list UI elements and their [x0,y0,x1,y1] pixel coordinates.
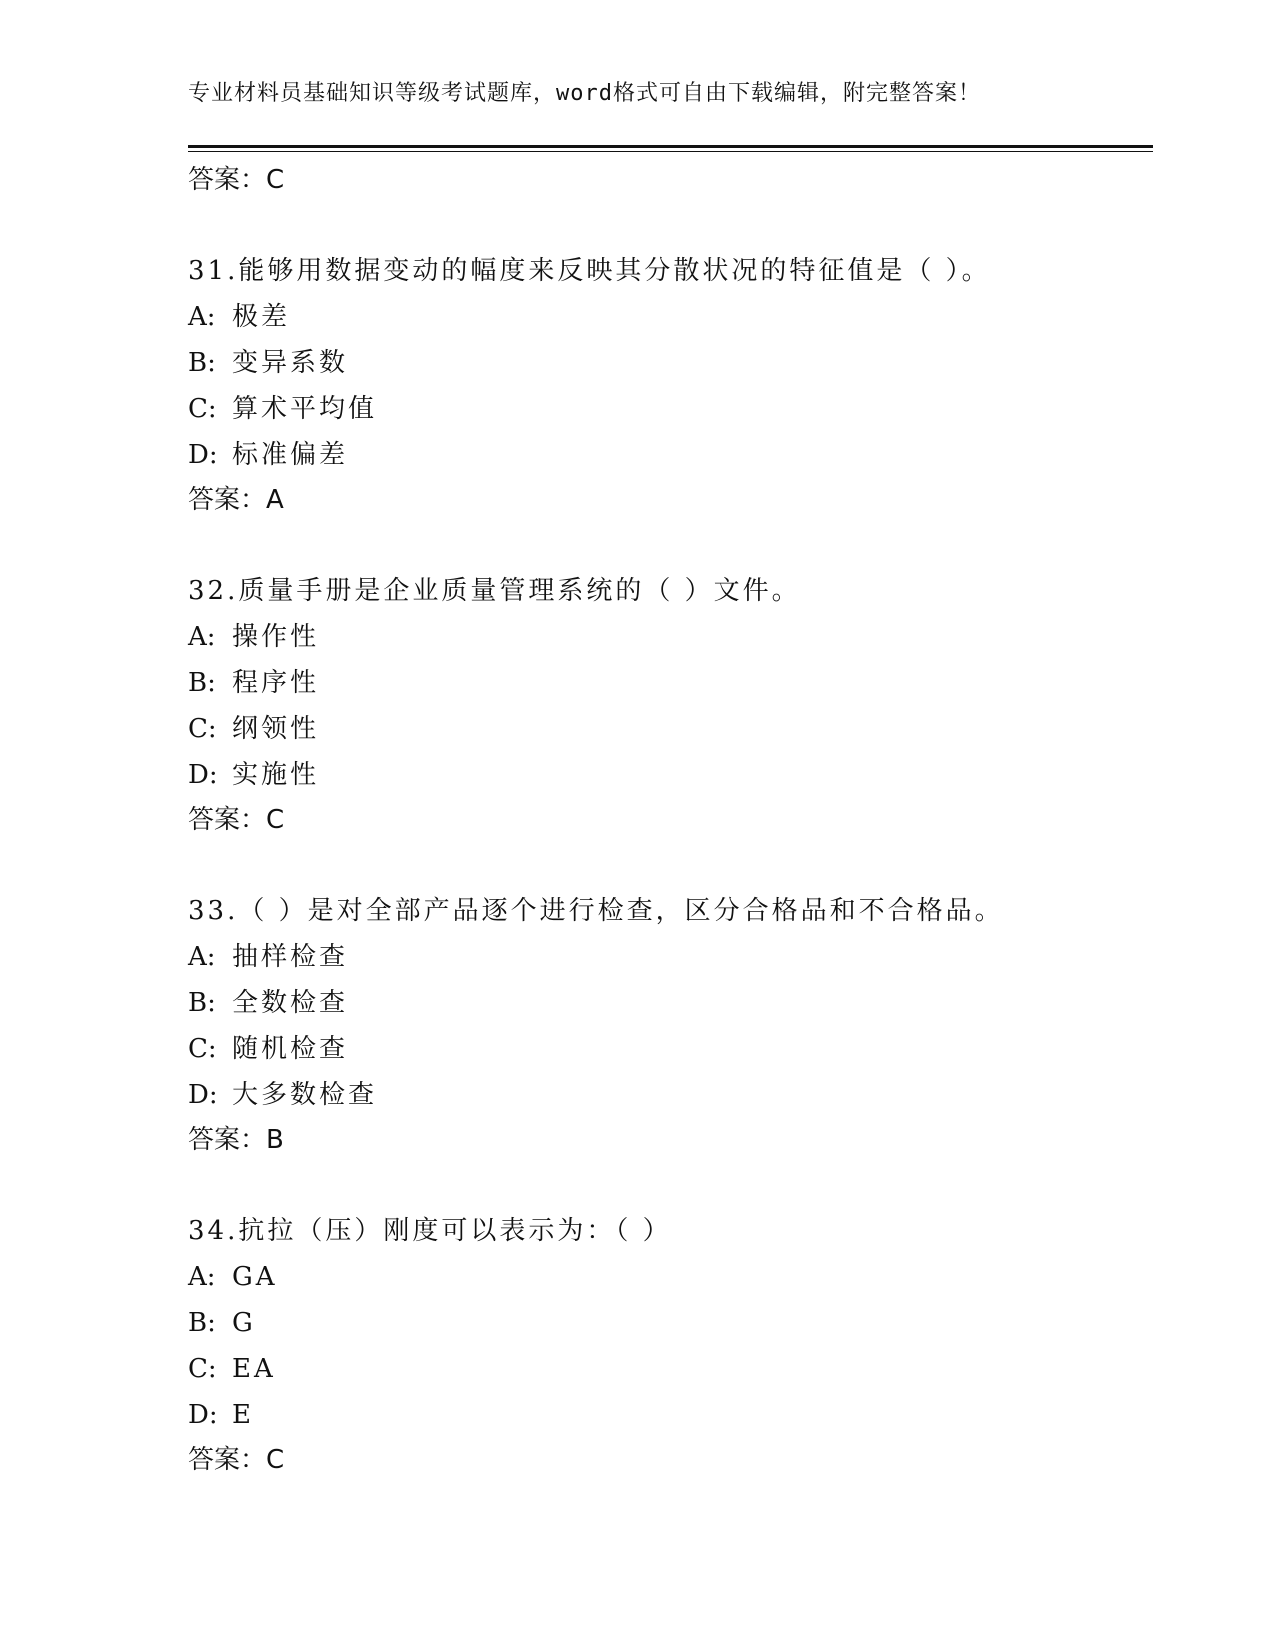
option-d [188,752,1153,798]
question-31 [188,248,1153,523]
answer: 答案：B [188,1125,284,1155]
option-c [188,386,1153,432]
option-letter: B: [188,988,216,1018]
option-text: 程序性 [232,668,320,698]
option-b [188,660,1153,706]
option-text: EA [232,1354,276,1384]
option-text: 大多数检查 [232,1080,378,1110]
option-d [188,1072,1153,1118]
question-33 [188,888,1153,1163]
option-text: 全数检查 [232,988,349,1018]
answer: 答案：A [188,485,284,515]
option-letter: C: [188,714,217,744]
option-letter: B: [188,668,216,698]
option-letter: A: [188,622,216,652]
page-header: 专业材料员基础知识等级考试题库，word格式可自由下载编辑，附完整答案！ [188,81,981,106]
previous-answer: 答案：C [188,165,285,195]
option-text: 纲领性 [232,714,320,744]
question-32 [188,568,1153,843]
question-stem: 34.抗拉（压）刚度可以表示为：（ ） [188,1216,672,1246]
option-text: 随机检查 [232,1034,349,1064]
option-b [188,340,1153,386]
header-rule-thin [188,151,1153,152]
option-text: 极差 [232,302,291,332]
question-stem: 33.（ ）是对全部产品逐个进行检查，区分合格品和不合格品。 [188,896,1004,926]
option-a [188,1254,1153,1300]
option-letter: D: [188,760,218,790]
option-letter: C: [188,394,217,424]
question-list [188,158,1153,1483]
option-letter: B: [188,1308,216,1338]
option-letter: A: [188,302,216,332]
answer: 答案：C [188,805,285,835]
option-text: G [232,1308,256,1338]
option-letter: A: [188,942,216,972]
option-a [188,614,1153,660]
option-text: GA [232,1262,278,1292]
option-text: 变异系数 [232,348,349,378]
option-d [188,432,1153,478]
option-text: 标准偏差 [232,440,349,470]
option-b [188,980,1153,1026]
header-rule-thick [188,145,1153,148]
option-letter: C: [188,1034,217,1064]
option-text: E [232,1400,254,1430]
question-34 [188,1208,1153,1483]
option-a [188,934,1153,980]
answer: 答案：C [188,1445,285,1475]
option-d [188,1392,1153,1438]
option-letter: A: [188,1262,216,1292]
question-stem: 32.质量手册是企业质量管理系统的（ ）文件。 [188,576,801,606]
option-letter: D: [188,1080,218,1110]
option-c [188,1346,1153,1392]
option-c [188,706,1153,752]
option-text: 实施性 [232,760,320,790]
option-text: 算术平均值 [232,394,378,424]
option-letter: C: [188,1354,217,1384]
option-text: 操作性 [232,622,320,652]
question-stem: 31.能够用数据变动的幅度来反映其分散状况的特征值是（ ）。 [188,256,991,286]
option-text: 抽样检查 [232,942,349,972]
option-a [188,294,1153,340]
option-c [188,1026,1153,1072]
option-letter: D: [188,1400,218,1430]
option-letter: B: [188,348,216,378]
option-letter: D: [188,440,218,470]
option-b [188,1300,1153,1346]
